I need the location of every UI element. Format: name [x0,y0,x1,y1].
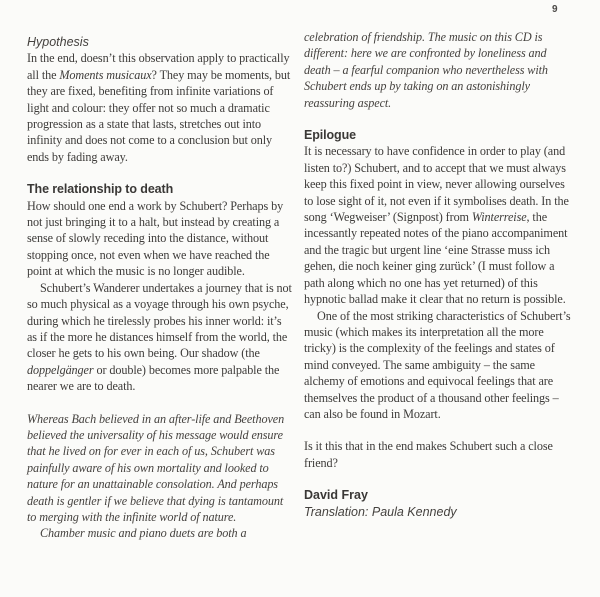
paragraph-close-friend: Is it this that in the end makes Schubert such a close friend? [304,439,553,470]
section-label-hypothesis: Hypothesis [27,35,89,49]
paragraph-hypothesis: In the end, doesn’t this observation apply to practically all the Moments musicaux? They may be moments, but they are fixed, benefiting from infinite variations of light and colour: they offer not so much a dramatic progression as a state that lasts, stretches out into infinity and does not come to a conclusion but only ends by fading away. [27,51,291,164]
paragraph-wanderer: Schubert’s Wanderer undertakes a journey that is not so much physical as a voyage through his own psyche, during which he tirelessly probes his inner world: it’s as if the more he distances himself from the world, the closer he gets to his own being. Our shadow (the doppelgänger or double) becomes more palpable the nearer we are to death. [27,280,292,394]
paragraph-confidence: It is necessary to have confidence in order to play (and listen to?) Schubert, and to accept that we must always keep this fixed point in view, never allowing ourselves to lose sight of it, not even if it symbolises death. In the song ‘Wegweiser’ (Signpost) from Winterreise, the incessantly repeated notes of the piano accompaniment and the tragic but urgent line ‘eine Strasse muss ich gehen, die noch keiner ging zurück’ (I must follow a path along which no one has yet returned) of this hypnotic ballad make it clear that no return is possible. [304,144,569,307]
author-name: David Fray [304,488,368,503]
section-heading-epilogue: Epilogue [304,128,356,143]
page-number: 9 [552,4,558,15]
paragraph-striking-characteristics: One of the most striking characteristics of Schubert’s music (which makes its interpretation all the more tricky) is the complexity of the feelings and states of mind conveyed. The same ambiguity – the same alchemy of emotions and equivocal feelings that are themselves the product of a thousand other feelings – can also be found in Mozart. [304,308,571,421]
section-heading-relationship-to-death: The relationship to death [27,182,174,197]
quote-paragraph-bach-beethoven: Whereas Bach believed in an after-life and Beethoven believed the universality of his message would ensure that he lived on for ever in each of us, Schubert was painfully aware of his own mortality and looked to nature for an unattainable consolation. And perhaps death is gentler if we believe that dying is tantamount to merging with the infinite world of nature. [27,411,285,524]
left-column [27,29,294,542]
text-columns [27,29,571,542]
quote-paragraph-chamber-music: Chamber music and piano duets are both a [40,526,247,541]
paragraph-ending-a-work: How should one end a work by Schubert? Perhaps by not just bringing it to a halt, but instead by creating a sense of slowly receding into the distance, without stopping once, not even when we have reached the point at which the music is no longer audible. [27,198,284,279]
translation-credit: Translation: Paula Kennedy [304,504,457,519]
quote-paragraph-continuation: celebration of friendship. The music on this CD is different: here we are confronted by loneliness and death – a fearful companion who nevertheless with Schubert ends up by taking on an astonishingly reassuring aspect. [304,30,548,110]
right-column [304,29,571,542]
